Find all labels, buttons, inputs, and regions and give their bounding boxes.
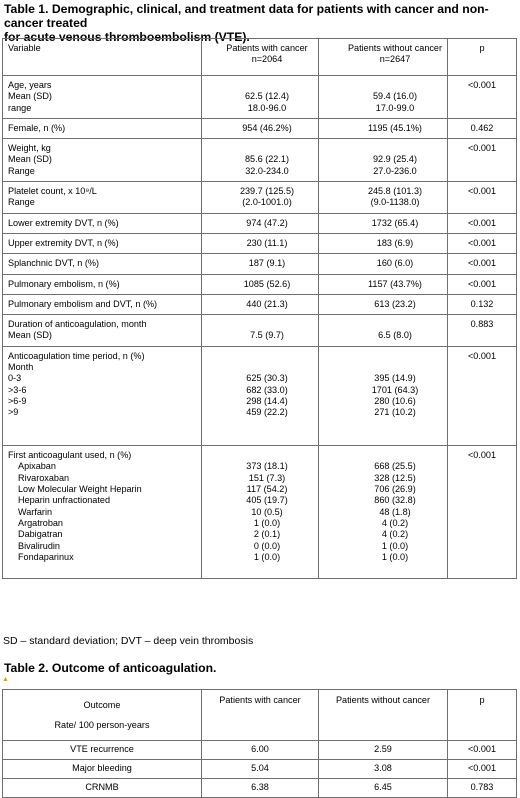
p-value-cell: <0.001: [448, 254, 517, 274]
table2-row: [3, 779, 517, 798]
non-cancer-value-cell: 613 (23.2): [319, 294, 448, 314]
header-p: p: [448, 39, 517, 76]
variable-cell: Anticoagulation time period, n (%) Month 0-3 >3-6 >6-9 >9: [3, 346, 202, 445]
table1-row: [3, 294, 517, 314]
variable-cell: Lower extremity DVT, n (%): [3, 213, 202, 233]
cancer-value-cell: 7.5 (9.7): [202, 315, 319, 347]
table1-body: [3, 39, 517, 579]
variable-cell: Splanchnic DVT, n (%): [3, 254, 202, 274]
variable-cell: Pulmonary embolism, n (%): [3, 274, 202, 294]
p-value-cell: <0.001: [448, 446, 517, 579]
non-cancer-value-cell: 183 (6.9): [319, 233, 448, 253]
non-cancer-value-cell: 1195 (45.1%): [319, 118, 448, 138]
table1-row: [3, 213, 517, 233]
t2-cancer-cell: 5.04: [202, 760, 319, 779]
p-value-cell: 0.462: [448, 118, 517, 138]
table2: [2, 689, 517, 798]
t2-non-cancer-cell: 2.59: [319, 741, 448, 760]
table2-row: [3, 741, 517, 760]
variable-cell: Female, n (%): [3, 118, 202, 138]
t2-header-cancer: Patients with cancer: [202, 690, 319, 741]
non-cancer-value-cell: 245.8 (101.3) (9.0-1138.0): [319, 182, 448, 214]
p-value-cell: 0.132: [448, 294, 517, 314]
table1-row: [3, 315, 517, 347]
variable-cell: Duration of anticoagulation, month Mean (SD): [3, 315, 202, 347]
cancer-value-cell: 440 (21.3): [202, 294, 319, 314]
table1-row: [3, 346, 517, 445]
t2-cancer-cell: 6.00: [202, 741, 319, 760]
t2-header-p: p: [448, 690, 517, 741]
table2-row: [3, 760, 517, 779]
cancer-value-cell: 62.5 (12.4) 18.0-96.0: [202, 76, 319, 119]
table1-row: [3, 446, 517, 579]
p-value-cell: <0.001: [448, 76, 517, 119]
t2-p-cell: 0.783: [448, 779, 517, 798]
t2-non-cancer-cell: 6.45: [319, 779, 448, 798]
t2-cancer-cell: 6.38: [202, 779, 319, 798]
cancer-value-cell: 974 (47.2): [202, 213, 319, 233]
cancer-value-cell: 373 (18.1) 151 (7.3) 117 (54.2) 405 (19.7) 10 (0.5) 1 (0.0) 2 (0.1) 0 (0.0) 1 (0.0): [202, 446, 319, 579]
cancer-value-cell: 85.6 (22.1) 32.0-234.0: [202, 139, 319, 182]
p-value-cell: <0.001: [448, 182, 517, 214]
table1: [2, 38, 517, 579]
p-value-cell: <0.001: [448, 274, 517, 294]
table1-row: [3, 76, 517, 119]
p-value-cell: <0.001: [448, 346, 517, 445]
cancer-value-cell: 239.7 (125.5) (2.0-1001.0): [202, 182, 319, 214]
p-value-cell: <0.001: [448, 233, 517, 253]
variable-cell: Age, years Mean (SD) range: [3, 76, 202, 119]
cancer-value-cell: 625 (30.3) 682 (33.0) 298 (14.4) 459 (22.2): [202, 346, 319, 445]
cancer-value-cell: 1085 (52.6): [202, 274, 319, 294]
table2-title: Table 2. Outcome of anticoagulation.: [4, 661, 217, 675]
cancer-value-cell: 954 (46.2%): [202, 118, 319, 138]
non-cancer-value-cell: 59.4 (16.0) 17.0-99.0: [319, 76, 448, 119]
table1-row: [3, 182, 517, 214]
variable-cell: First anticoagulant used, n (%) Apixaban Rivaroxaban Low Molecular Weight Heparin Heparin unfractionated Warfarin Argatroban Dabigatran Bivalirudin Fondaparinux: [3, 446, 202, 579]
table1-header-row: [3, 39, 517, 76]
table1-title-line1: Table 1. Demographic, clinical, and treatment data for patients with cancer and non-cancer treated: [4, 2, 489, 30]
table1-title-line2: for acute venous thromboembolism (VTE).: [4, 30, 250, 44]
non-cancer-value-cell: 1732 (65.4): [319, 213, 448, 233]
cancer-value-cell: 187 (9.1): [202, 254, 319, 274]
t2-outcome-cell: VTE recurrence: [3, 741, 202, 760]
header-non-cancer: Patients without cancer n=2647: [319, 39, 448, 76]
t2-p-cell: <0.001: [448, 760, 517, 779]
footnote: SD – standard deviation; DVT – deep vein thrombosis: [3, 635, 254, 647]
header-cancer: Patients with cancer n=2064: [202, 39, 319, 76]
table2-header-row: [3, 690, 517, 741]
table1-row: [3, 118, 517, 138]
non-cancer-value-cell: 1157 (43.7%): [319, 274, 448, 294]
non-cancer-value-cell: 160 (6.0): [319, 254, 448, 274]
p-value-cell: <0.001: [448, 213, 517, 233]
variable-cell: Weight, kg Mean (SD) Range: [3, 139, 202, 182]
t2-header-non-cancer: Patients without cancer: [319, 690, 448, 741]
table1-row: [3, 254, 517, 274]
variable-cell: Platelet count, x 10⁹/L Range: [3, 182, 202, 214]
cancer-value-cell: 230 (11.1): [202, 233, 319, 253]
p-value-cell: 0.883: [448, 315, 517, 347]
non-cancer-value-cell: 395 (14.9) 1701 (64.3) 280 (10.6) 271 (10.2): [319, 346, 448, 445]
table2-body: [3, 690, 517, 798]
variable-cell: Upper extremity DVT, n (%): [3, 233, 202, 253]
table1-row: [3, 139, 517, 182]
table1-row: [3, 233, 517, 253]
t2-p-cell: <0.001: [448, 741, 517, 760]
variable-cell: Pulmonary embolism and DVT, n (%): [3, 294, 202, 314]
t2-outcome-cell: Major bleeding: [3, 760, 202, 779]
t2-non-cancer-cell: 3.08: [319, 760, 448, 779]
table1-row: [3, 274, 517, 294]
anchor-marker-icon: ▲: [2, 676, 9, 683]
header-variable: Variable: [3, 39, 202, 76]
non-cancer-value-cell: 668 (25.5) 328 (12.5) 706 (26.9) 860 (32.8) 48 (1.8) 4 (0.2) 4 (0.2) 1 (0.0) 1 (0.0): [319, 446, 448, 579]
p-value-cell: <0.001: [448, 139, 517, 182]
t2-outcome-cell: CRNMB: [3, 779, 202, 798]
non-cancer-value-cell: 6.5 (8.0): [319, 315, 448, 347]
non-cancer-value-cell: 92.9 (25.4) 27.0-236.0: [319, 139, 448, 182]
t2-header-outcome: Outcome Rate/ 100 person-years: [3, 690, 202, 741]
